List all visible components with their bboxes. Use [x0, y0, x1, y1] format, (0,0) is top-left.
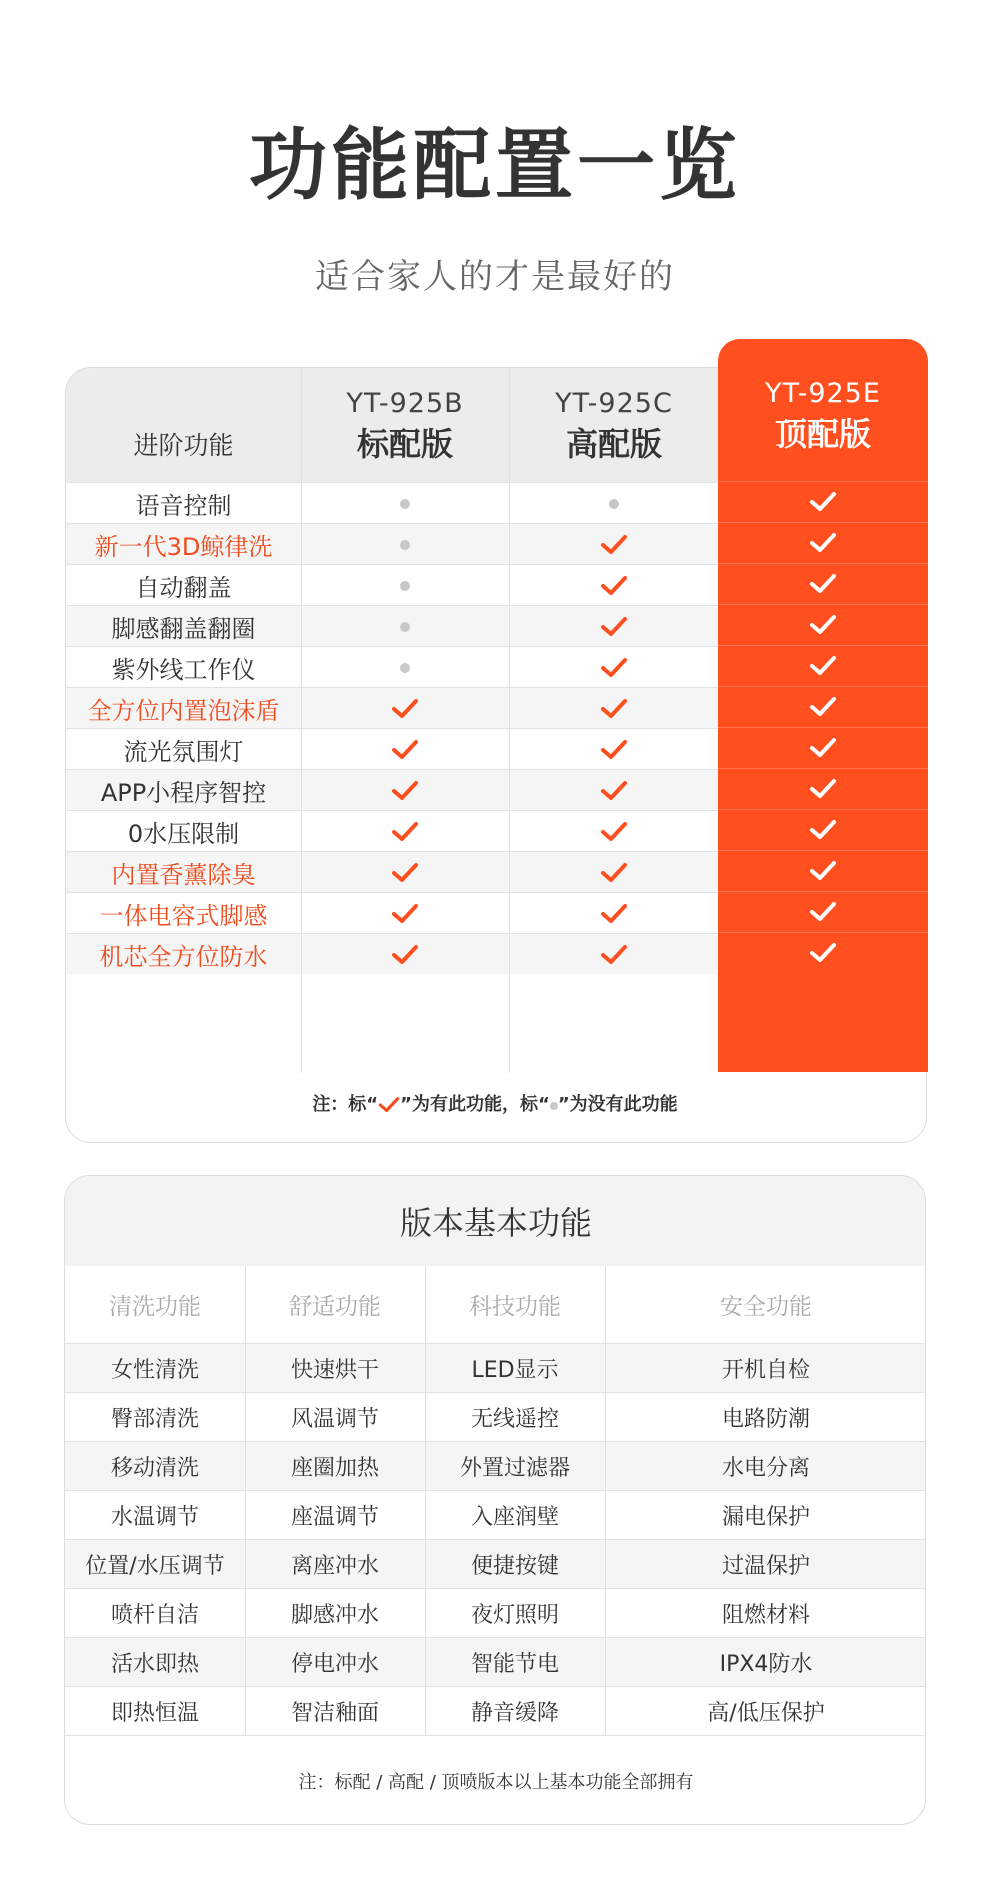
column-header: 清洗功能	[109, 1294, 201, 1320]
feature-label: 全方位内置泡沫盾	[87, 697, 280, 725]
table-cell: 快速烘干	[290, 1357, 379, 1383]
table-cell: 座圈加热	[290, 1455, 379, 1481]
feature-mark	[301, 934, 509, 975]
dot-icon	[400, 663, 410, 673]
table-cell: 风温调节	[290, 1406, 379, 1432]
check-icon	[600, 698, 628, 720]
feature-mark	[509, 893, 719, 934]
model-tier: 顶配版	[774, 415, 871, 453]
dot-icon	[550, 1085, 558, 1125]
table-row	[65, 1392, 926, 1441]
page-title: 功能配置一览	[248, 121, 741, 211]
column-divider	[301, 368, 302, 1073]
feature-mark	[718, 686, 928, 727]
dot-icon	[609, 499, 619, 509]
table-cell: 入座润壁	[470, 1504, 559, 1530]
dot-icon	[400, 581, 410, 591]
check-icon	[809, 778, 837, 800]
check-icon	[809, 901, 837, 923]
feature-mark	[301, 483, 509, 524]
table-row	[65, 1686, 926, 1735]
column-divider	[425, 1266, 426, 1736]
feature-mark	[509, 729, 719, 770]
note-prefix: 注：标“	[312, 1094, 379, 1115]
check-icon	[391, 821, 419, 843]
check-icon	[391, 780, 419, 802]
table-row	[65, 1343, 926, 1392]
table-cell: 脚感冲水	[290, 1602, 379, 1628]
compare-legend-note	[0, 1085, 990, 1125]
feature-mark	[301, 811, 509, 852]
check-icon	[600, 575, 628, 597]
feature-label: 机芯全方位防水	[99, 943, 268, 971]
basic-functions-header	[65, 1266, 926, 1343]
note-middle: ”为有此功能，标“	[400, 1094, 550, 1115]
column-header: 安全功能	[720, 1294, 812, 1320]
model-name: YT-925E	[765, 378, 881, 409]
check-icon	[391, 862, 419, 884]
feature-mark	[301, 893, 509, 934]
check-icon	[809, 573, 837, 595]
check-icon	[809, 942, 837, 964]
feature-mark	[509, 565, 719, 606]
dot-icon	[400, 622, 410, 632]
column-header: 科技功能	[469, 1294, 561, 1320]
check-icon	[809, 819, 837, 841]
dot-icon	[400, 499, 410, 509]
feature-mark	[509, 606, 719, 647]
table-cell: 座温调节	[290, 1504, 379, 1530]
column-divider	[245, 1266, 246, 1736]
feature-column-header: 进阶功能	[133, 431, 234, 460]
feature-mark	[301, 770, 509, 811]
feature-mark	[718, 481, 928, 522]
feature-mark	[718, 604, 928, 645]
check-icon	[809, 491, 837, 513]
check-icon	[391, 698, 419, 720]
feature-mark	[301, 647, 509, 688]
table-cell: 阻燃材料	[721, 1602, 810, 1628]
table-cell: 电路防潮	[721, 1406, 810, 1432]
feature-label: 紫外线工作仪	[111, 656, 256, 684]
feature-mark	[718, 891, 928, 932]
table-cell: 移动清洗	[110, 1455, 199, 1481]
check-icon	[600, 780, 628, 802]
table-row	[65, 1441, 926, 1490]
table-cell: 高/低压保护	[707, 1700, 825, 1726]
feature-mark	[718, 850, 928, 891]
check-icon	[600, 534, 628, 556]
check-icon	[600, 862, 628, 884]
feature-mark	[301, 688, 509, 729]
feature-label: 新一代3D鲸律洗	[94, 533, 273, 561]
table-cell: 活水即热	[110, 1651, 199, 1677]
feature-label: 流光氛围灯	[123, 738, 244, 766]
column-header: 舒适功能	[289, 1294, 381, 1320]
check-icon	[600, 821, 628, 843]
model-name: YT-925C	[555, 388, 673, 419]
page-subtitle: 适合家人的才是最好的	[315, 257, 675, 297]
feature-mark	[718, 768, 928, 809]
note-suffix: ”为没有此功能	[557, 1094, 678, 1115]
feature-label: 自动翻盖	[135, 574, 232, 602]
feature-mark	[509, 811, 719, 852]
table-row	[65, 1588, 926, 1637]
feature-mark	[301, 524, 509, 565]
model-header-e	[718, 339, 928, 481]
table-cell: 便捷按键	[470, 1553, 559, 1579]
table-cell: 外置过滤器	[459, 1455, 570, 1481]
table-row	[65, 1539, 926, 1588]
table-cell: 臀部清洗	[110, 1406, 199, 1432]
feature-label: 脚感翻盖翻圈	[111, 615, 256, 643]
feature-mark	[301, 852, 509, 893]
basic-functions-title: 版本基本功能	[65, 1176, 926, 1266]
check-icon	[600, 657, 628, 679]
check-icon	[809, 860, 837, 882]
table-cell: 即热恒温	[110, 1700, 199, 1726]
basic-functions-note: 注：标配 / 高配 / 顶喷版本以上基本功能全部拥有	[298, 1772, 694, 1793]
check-icon	[600, 903, 628, 925]
table-cell: 离座冲水	[290, 1553, 379, 1579]
feature-mark	[301, 565, 509, 606]
check-icon	[809, 696, 837, 718]
column-divider	[605, 1266, 606, 1736]
table-cell: 女性清洗	[110, 1357, 199, 1383]
table-cell: 停电冲水	[290, 1651, 379, 1677]
feature-label: 内置香薰除臭	[111, 861, 256, 889]
check-icon	[809, 532, 837, 554]
table-cell: LED显示	[471, 1357, 559, 1383]
table-cell: 开机自检	[721, 1357, 810, 1383]
check-icon	[809, 737, 837, 759]
feature-mark	[301, 729, 509, 770]
table-cell: 静音缓降	[470, 1700, 559, 1726]
check-icon	[378, 1096, 400, 1114]
feature-label: 一体电容式脚感	[99, 902, 268, 930]
table-cell: 夜灯照明	[470, 1602, 559, 1628]
feature-mark	[718, 522, 928, 563]
feature-mark	[718, 727, 928, 768]
table-cell: 位置/水压调节	[85, 1553, 225, 1579]
feature-label: 0水压限制	[127, 820, 240, 848]
table-row	[65, 1637, 926, 1686]
check-icon	[600, 616, 628, 638]
feature-mark	[718, 645, 928, 686]
check-icon	[391, 739, 419, 761]
column-divider	[509, 368, 510, 1073]
model-tier: 标配版	[356, 425, 453, 463]
table-row	[65, 1490, 926, 1539]
feature-mark	[509, 688, 719, 729]
table-cell: 喷杆自洁	[110, 1602, 199, 1628]
feature-mark	[509, 647, 719, 688]
table-cell: 漏电保护	[721, 1504, 810, 1530]
feature-mark	[718, 809, 928, 850]
feature-mark	[509, 483, 719, 524]
basic-functions-table	[64, 1175, 926, 1825]
check-icon	[809, 614, 837, 636]
feature-mark	[718, 563, 928, 604]
table-cell: 无线遥控	[470, 1406, 559, 1432]
dot-icon	[400, 540, 410, 550]
check-icon	[600, 739, 628, 761]
check-icon	[600, 944, 628, 966]
check-icon	[391, 903, 419, 925]
table-cell: IPX4防水	[719, 1651, 813, 1677]
feature-mark	[718, 932, 928, 973]
highlighted-model-column	[718, 339, 928, 1072]
model-header-b	[301, 368, 509, 482]
feature-label: APP小程序智控	[100, 779, 267, 807]
table-cell: 过温保护	[721, 1553, 810, 1579]
model-header-c	[509, 368, 719, 482]
feature-mark	[509, 770, 719, 811]
feature-mark	[509, 852, 719, 893]
check-icon	[391, 944, 419, 966]
feature-label: 语音控制	[135, 492, 232, 520]
model-tier: 高配版	[565, 425, 662, 463]
model-name: YT-925B	[346, 388, 464, 419]
feature-mark	[509, 524, 719, 565]
table-cell: 智洁釉面	[290, 1700, 379, 1726]
check-icon	[809, 655, 837, 677]
feature-mark	[301, 606, 509, 647]
table-cell: 智能节电	[470, 1651, 559, 1677]
table-cell: 水温调节	[110, 1504, 199, 1530]
table-cell: 水电分离	[721, 1455, 810, 1481]
feature-mark	[509, 934, 719, 975]
